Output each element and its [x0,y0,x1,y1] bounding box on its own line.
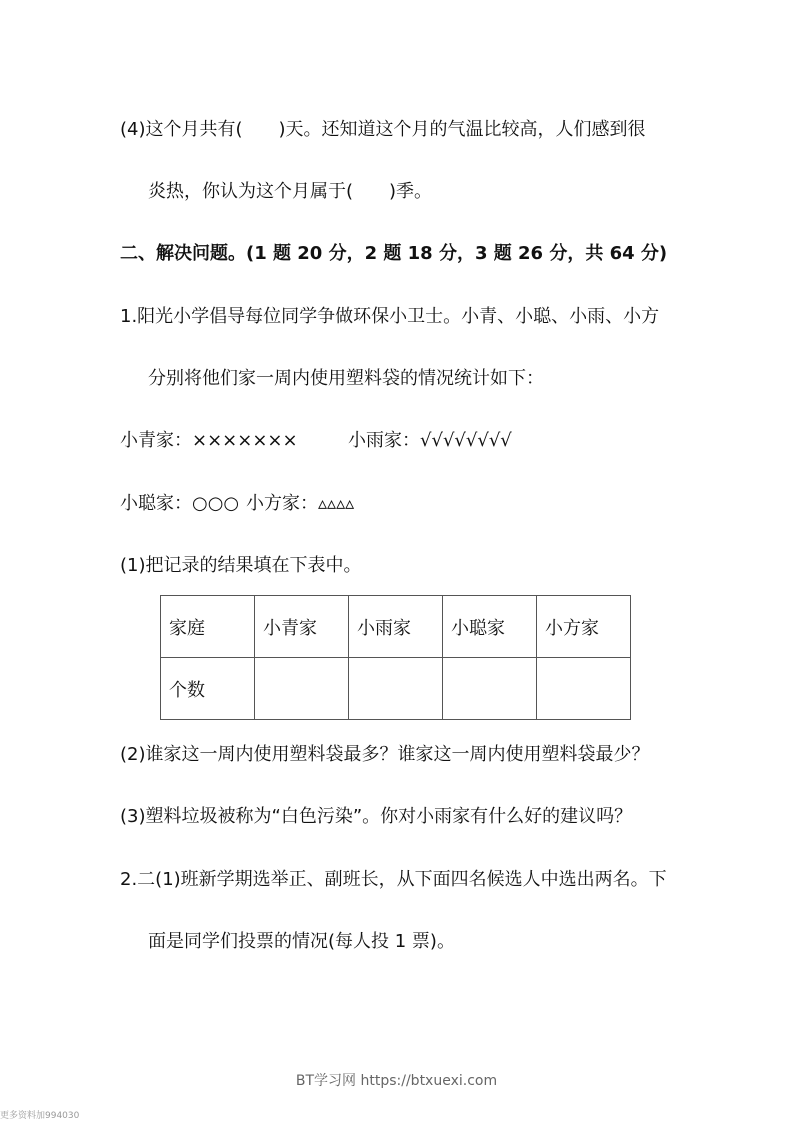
table-header-cell: 小雨家 [349,596,443,658]
record-xiaoyu: 小雨家：√√√√√√√√ [348,430,512,451]
table-header-cell: 小方家 [537,596,631,658]
problem-2-line-1: 2.二(1)班新学期选举正、副班长，从下面四名候选人中选出两名。下 [120,869,667,890]
table-header-cell: 家庭 [161,596,255,658]
table-answer-cell[interactable] [443,658,537,720]
sub-question-1: (1)把记录的结果填在下表中。 [120,555,362,576]
problem-1-line-2: 分别将他们家一周内使用塑料袋的情况统计如下： [148,368,544,389]
question-4-line-2: 炎热，你认为这个月属于( )季。 [148,181,433,202]
question-4-line-1: (4)这个月共有( )天。还知道这个月的气温比较高，人们感到很 [120,119,646,140]
sub-question-3: (3)塑料垃圾被称为“白色污染”。你对小雨家有什么好的建议吗？ [120,806,633,827]
table-header-row [161,596,631,658]
section-title: 二、解决问题。(1 题 20 分，2 题 18 分，3 题 26 分，共 64 分) [120,243,668,264]
page-footer: BT学习网 https://btxuexi.com [295,1073,498,1089]
table-header-cell: 小聪家 [443,596,537,658]
table-answer-cell[interactable] [255,658,349,720]
table-answer-cell[interactable] [537,658,631,720]
table-header-cell: 小青家 [255,596,349,658]
problem-2-line-2: 面是同学们投票的情况(每人投 1 票)。 [148,931,455,952]
corner-note: 更多资料加994030 [0,1111,80,1121]
table-row-label: 个数 [161,658,255,720]
table-row [161,658,631,720]
record-xiaofang: 小方家：▵▵▵▵ [246,493,355,514]
sub-question-2: (2)谁家这一周内使用塑料袋最多？谁家这一周内使用塑料袋最少？ [120,744,650,765]
record-xiaoqing: 小青家：××××××× [120,430,298,451]
table-answer-cell[interactable] [349,658,443,720]
problem-1-line-1: 1.阳光小学倡导每位同学争做环保小卫士。小青、小聪、小雨、小方 [120,306,660,327]
record-table [160,595,631,720]
record-xiaocong: 小聪家：○○○ [120,493,240,514]
